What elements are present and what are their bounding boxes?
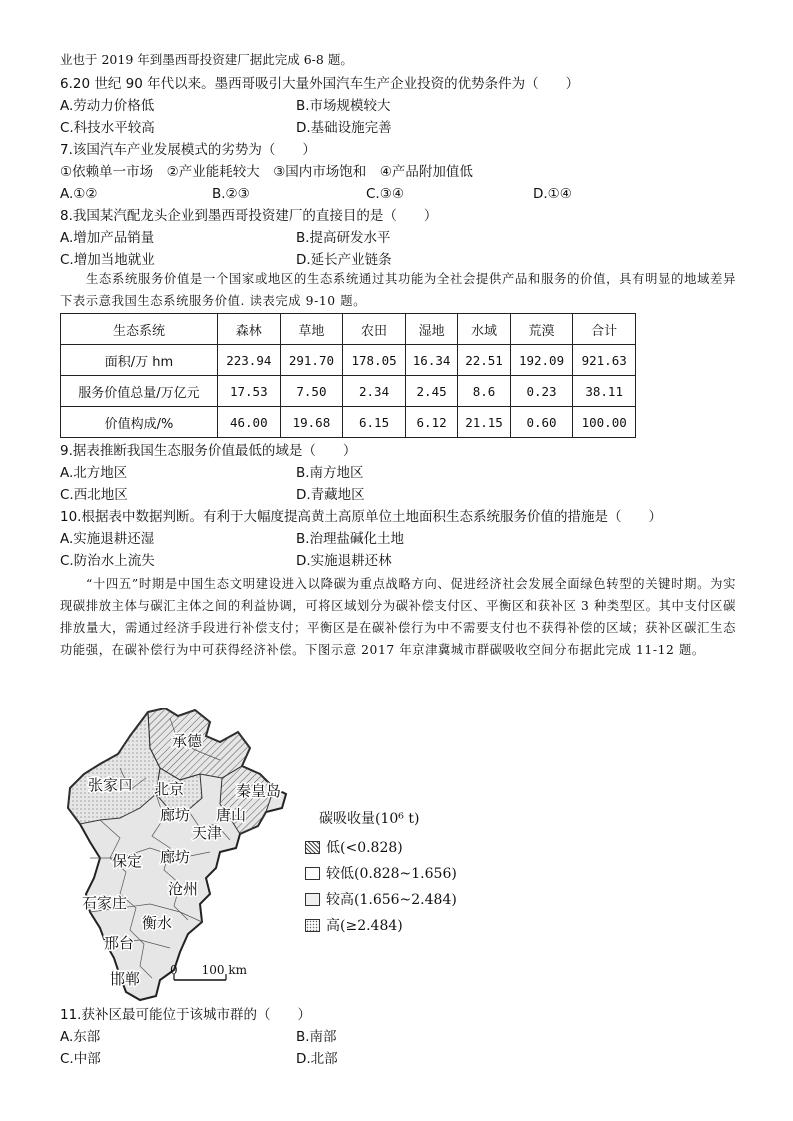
city-label-hengshui: 衡水 [142, 914, 173, 932]
city-label-shijiazhuang: 石家庄 [82, 894, 128, 912]
table-cell: 17.53 [218, 376, 281, 407]
city-label-xingtai: 邢台 [104, 934, 135, 952]
table-cell: 21.15 [458, 407, 510, 438]
q7-option-d: D.①④ [533, 186, 572, 202]
table-row-label: 价值构成/% [61, 407, 218, 438]
table-header-row [61, 314, 636, 345]
q7-option-c: C.③④ [366, 186, 404, 202]
q9-option-b: B.南方地区 [296, 465, 364, 481]
intro-line: 业也于 2019 年到墨西哥投资建厂据此完成 6-8 题。 [60, 52, 353, 67]
table-row [61, 345, 636, 376]
q8-option-d: D.延长产业链条 [296, 252, 392, 268]
q10-stem: 10.根据表中数据判断。有利于大幅度提高黄土高原单位土地面积生态系统服务价值的措施是（ ） [60, 509, 662, 525]
q9-option-c: C.西北地区 [60, 487, 128, 503]
city-label-tangshan: 唐山 [216, 806, 247, 824]
q6-option-d: D.基础设施完善 [296, 120, 392, 136]
q9-option-d: D.青藏地区 [296, 487, 365, 503]
q10-option-c: C.防治水上流失 [60, 553, 155, 569]
q6-option-c: C.科技水平较高 [60, 120, 155, 136]
q7-stem: 7.该国汽车产业发展模式的劣势为（ ） [60, 142, 316, 158]
table-row [61, 407, 636, 438]
city-label-handan: 邯郸 [110, 970, 141, 988]
q11-option-c: C.中部 [60, 1051, 101, 1067]
table-header-cell: 水域 [458, 314, 510, 345]
q9-option-a: A.北方地区 [60, 465, 128, 481]
table-cell: 7.50 [280, 376, 343, 407]
table-header-cell: 农田 [343, 314, 406, 345]
table-cell: 100.00 [573, 407, 636, 438]
table-cell: 38.11 [573, 376, 636, 407]
city-label-chengde: 承德 [172, 732, 203, 750]
q11-option-b: B.南部 [296, 1029, 337, 1045]
table-header-cell: 合计 [573, 314, 636, 345]
q10-option-a: A.实施退耕还湿 [60, 531, 155, 547]
table-header-cell: 湿地 [405, 314, 457, 345]
table-cell: 921.63 [573, 345, 636, 376]
q7-items: ①依赖单一市场 ②产业能耗较大 ③国内市场饱和 ④产品附加值低 [60, 164, 473, 180]
legend-item-lower [305, 860, 457, 886]
table-cell: 223.94 [218, 345, 281, 376]
q6-option-a: A.劳动力价格低 [60, 98, 155, 114]
city-label-langfang: 廊坊 [160, 848, 191, 866]
city-label-langfang-north: 廊坊 [160, 806, 191, 824]
q7-option-b: B.②③ [212, 186, 250, 202]
q6-option-b: B.市场规模较大 [296, 98, 391, 114]
legend-swatch-light [305, 893, 320, 906]
q9-stem: 9.据表推断我国生态服务价值最低的域是（ ） [60, 443, 357, 459]
table-cell: 22.51 [458, 345, 510, 376]
city-label-zhangjiakou: 张家口 [88, 776, 134, 794]
q11-option-d: D.北部 [296, 1051, 338, 1067]
city-label-baoding: 保定 [112, 852, 143, 870]
legend-item-high [305, 912, 457, 938]
legend-item-low [305, 834, 457, 860]
table-cell: 2.45 [405, 376, 457, 407]
legend-label: 较低(0.828~1.656) [326, 866, 457, 882]
ecosystem-value-table [60, 313, 636, 438]
legend-swatch-white [305, 867, 320, 880]
table-cell: 46.00 [218, 407, 281, 438]
q11-option-a: A.东部 [60, 1029, 101, 1045]
table-header-cell: 森林 [218, 314, 281, 345]
legend-label: 高(≥2.484) [326, 918, 403, 934]
table-cell: 16.34 [405, 345, 457, 376]
legend-swatch-dotted [305, 919, 320, 932]
q7-option-a: A.①② [60, 186, 98, 202]
table-row [61, 376, 636, 407]
table-header-cell: 荒漠 [510, 314, 573, 345]
table-cell: 2.34 [343, 376, 406, 407]
table-cell: 291.70 [280, 345, 343, 376]
table-header-cell: 生态系统 [61, 314, 218, 345]
table-cell: 192.09 [510, 345, 573, 376]
table-cell: 8.6 [458, 376, 510, 407]
q10-option-d: D.实施退耕还林 [296, 553, 392, 569]
q6-stem: 6.20 世纪 90 年代以来。墨西哥吸引大量外国汽车生产企业投资的优势条件为（ ） [60, 76, 580, 92]
table-row-label: 服务价值总量/万亿元 [61, 376, 218, 407]
q8-option-c: C.增加当地就业 [60, 252, 155, 268]
table-cell: 6.12 [405, 407, 457, 438]
table-header-cell: 草地 [280, 314, 343, 345]
table-cell: 178.05 [343, 345, 406, 376]
q11-stem: 11.获补区最可能位于该城市群的（ ） [60, 1007, 311, 1023]
table-cell: 6.15 [343, 407, 406, 438]
q8-option-a: A.增加产品销量 [60, 230, 155, 246]
legend-label: 低(<0.828) [326, 840, 403, 856]
table-cell: 0.60 [510, 407, 573, 438]
passage-ecosystem: 生态系统服务价值是一个国家或地区的生态系统通过其功能为全社会提供产品和服务的价值，具有明显的地域差异下表示意我国生态系统服务价值. 读表完成 9-10 题。 [60, 272, 736, 308]
table-row-label: 面积/万 hm [61, 345, 218, 376]
legend-label: 较高(1.656~2.484) [326, 892, 457, 908]
city-label-tianjin: 天津 [192, 824, 223, 842]
scale-label: 0 100 km [170, 963, 248, 977]
legend-title: 碳吸收量(10⁶ t) [319, 811, 420, 827]
table-cell: 19.68 [280, 407, 343, 438]
q8-stem: 8.我国某汽配龙头企业到墨西哥投资建厂的直接目的是（ ） [60, 208, 438, 224]
q10-option-b: B.治理盐碱化土地 [296, 531, 405, 547]
passage-carbon: “十四五”时期是中国生态文明建设进入以降碳为重点战略方向、促进经济社会发展全面绿色转型的关键时期。为实现碳排放主体与碳汇主体之间的利益协调，可将区域划分为碳补偿支付区、平衡区和获补区 3 种类型区。其中支付区碳排放量大，需通过经济手段进行补偿支付；平衡区是在碳补偿行为中不需要支付也不获得补偿的区域；获补区碳汇生态功能强，在碳补偿行为中可获得经济补偿。下图示意 2017 年京津冀城市群碳吸收空间分布据此完成 11-12 题。 [60, 577, 736, 657]
city-label-cangzhou: 沧州 [168, 880, 199, 898]
legend-swatch-hatched [305, 841, 320, 854]
city-label-qinhuangdao: 秦皇岛 [236, 782, 282, 800]
legend-item-higher [305, 886, 457, 912]
q8-option-b: B.提高研发水平 [296, 230, 391, 246]
jingjinji-carbon-map [60, 708, 300, 1004]
city-label-beijing: 北京 [154, 780, 185, 798]
map-legend [305, 808, 457, 938]
table-cell: 0.23 [510, 376, 573, 407]
